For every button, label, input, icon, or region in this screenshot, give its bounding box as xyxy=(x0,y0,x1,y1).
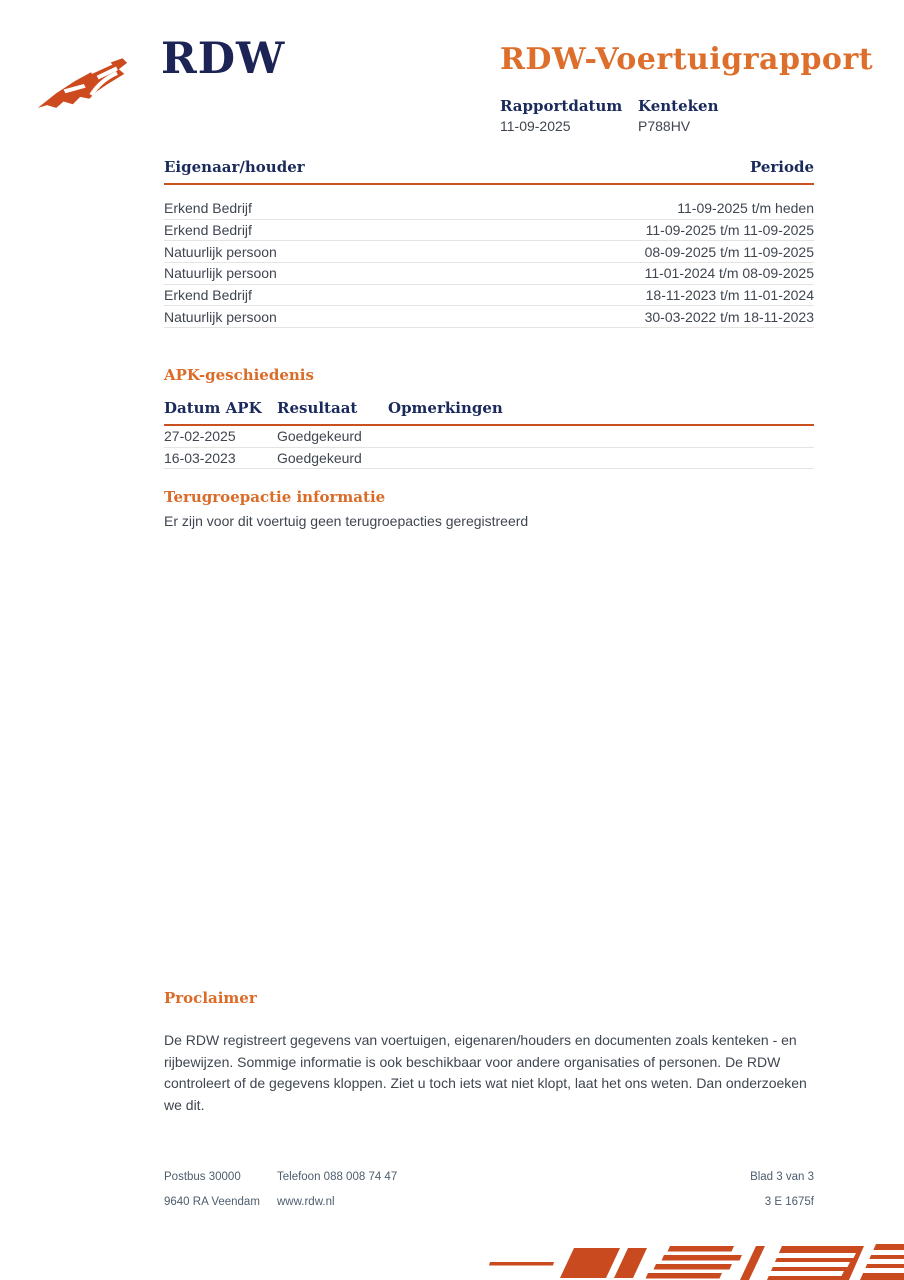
rdw-feather-logo-icon xyxy=(36,50,128,118)
owner-cell: Natuurlijk persoon xyxy=(164,265,277,282)
apk-table-header xyxy=(164,399,814,426)
footer-address-line2: 9640 RA Veendam xyxy=(164,1196,260,1208)
resultaat-cell: Goedgekeurd xyxy=(277,428,362,445)
footer-page-indicator: Blad 3 van 3 xyxy=(750,1171,814,1183)
footer-phone: Telefoon 088 008 74 47 xyxy=(277,1171,398,1183)
footer-website: www.rdw.nl xyxy=(277,1196,335,1208)
period-cell: 08-09-2025 t/m 11-09-2025 xyxy=(644,243,814,260)
recall-section xyxy=(164,488,814,529)
owners-table xyxy=(164,158,814,328)
resultaat-col-header: Resultaat xyxy=(277,399,358,417)
datum-cell: 27-02-2025 xyxy=(164,428,236,445)
period-cell: 18-11-2023 t/m 11-01-2024 xyxy=(645,287,814,304)
table-row xyxy=(164,241,814,263)
rdw-wordmark: RDW xyxy=(161,34,286,84)
table-row xyxy=(164,220,814,242)
rapportdatum-value: 11-09-2025 xyxy=(500,118,571,134)
table-row xyxy=(164,285,814,307)
apk-history-section xyxy=(164,366,814,469)
resultaat-cell: Goedgekeurd xyxy=(277,449,362,466)
proclaimer-text: De RDW registreert gegevens van voertuigen, eigenaren/houders en documenten zoals kenteken - en rijbewijzen. Sommige informatie is ook beschikbaar voor andere organisaties of personen. De RDW controleert of de gegevens kloppen. Ziet u toch iets wat niet klopt, laat het ons weten. Dan onderzoeken we dit. xyxy=(164,1032,807,1113)
owners-table-header xyxy=(164,158,814,185)
footer-doc-code: 3 E 1675f xyxy=(764,1196,814,1208)
rapportdatum-label: Rapportdatum xyxy=(500,97,623,115)
footer-line xyxy=(164,1195,814,1209)
kenteken-label: Kenteken xyxy=(638,97,719,115)
period-col-header: Periode xyxy=(749,158,814,176)
table-row xyxy=(164,426,814,448)
table-row xyxy=(164,263,814,285)
apk-table-body xyxy=(164,426,814,469)
table-row xyxy=(164,198,814,220)
owner-cell: Erkend Bedrijf xyxy=(164,287,252,304)
owners-table-body xyxy=(164,198,814,328)
owner-cell: Erkend Bedrijf xyxy=(164,200,252,217)
footer-line xyxy=(164,1170,814,1184)
proclaimer-section xyxy=(164,989,816,1116)
opmerkingen-col-header: Opmerkingen xyxy=(388,399,503,417)
period-cell: 11-09-2025 t/m 11-09-2025 xyxy=(645,222,814,239)
recall-section-heading: Terugroepactie informatie xyxy=(164,488,386,506)
apk-section-heading: APK-geschiedenis xyxy=(164,366,314,384)
kenteken-value: P788HV xyxy=(638,118,691,134)
footer-address-line1: Postbus 30000 xyxy=(164,1171,241,1183)
owner-cell: Natuurlijk persoon xyxy=(164,243,277,260)
page-footer xyxy=(164,1170,814,1220)
owners-col-header: Eigenaar/houder xyxy=(164,158,305,176)
table-row xyxy=(164,306,814,328)
table-row xyxy=(164,448,814,470)
period-cell: 11-01-2024 t/m 08-09-2025 xyxy=(644,265,814,282)
datum-apk-col-header: Datum APK xyxy=(164,399,262,417)
recall-status-text: Er zijn voor dit voertuig geen terugroepacties geregistreerd xyxy=(164,513,529,529)
period-cell: 11-09-2025 t/m heden xyxy=(677,200,814,217)
proclaimer-heading: Proclaimer xyxy=(164,989,257,1007)
period-cell: 30-03-2022 t/m 18-11-2023 xyxy=(644,308,814,325)
datum-cell: 16-03-2023 xyxy=(164,449,236,466)
owner-cell: Natuurlijk persoon xyxy=(164,308,277,325)
rdw-stripes-graphic-icon xyxy=(484,1242,904,1280)
page-title: RDW-Voertuigrapport xyxy=(500,42,874,77)
owner-cell: Erkend Bedrijf xyxy=(164,222,252,239)
